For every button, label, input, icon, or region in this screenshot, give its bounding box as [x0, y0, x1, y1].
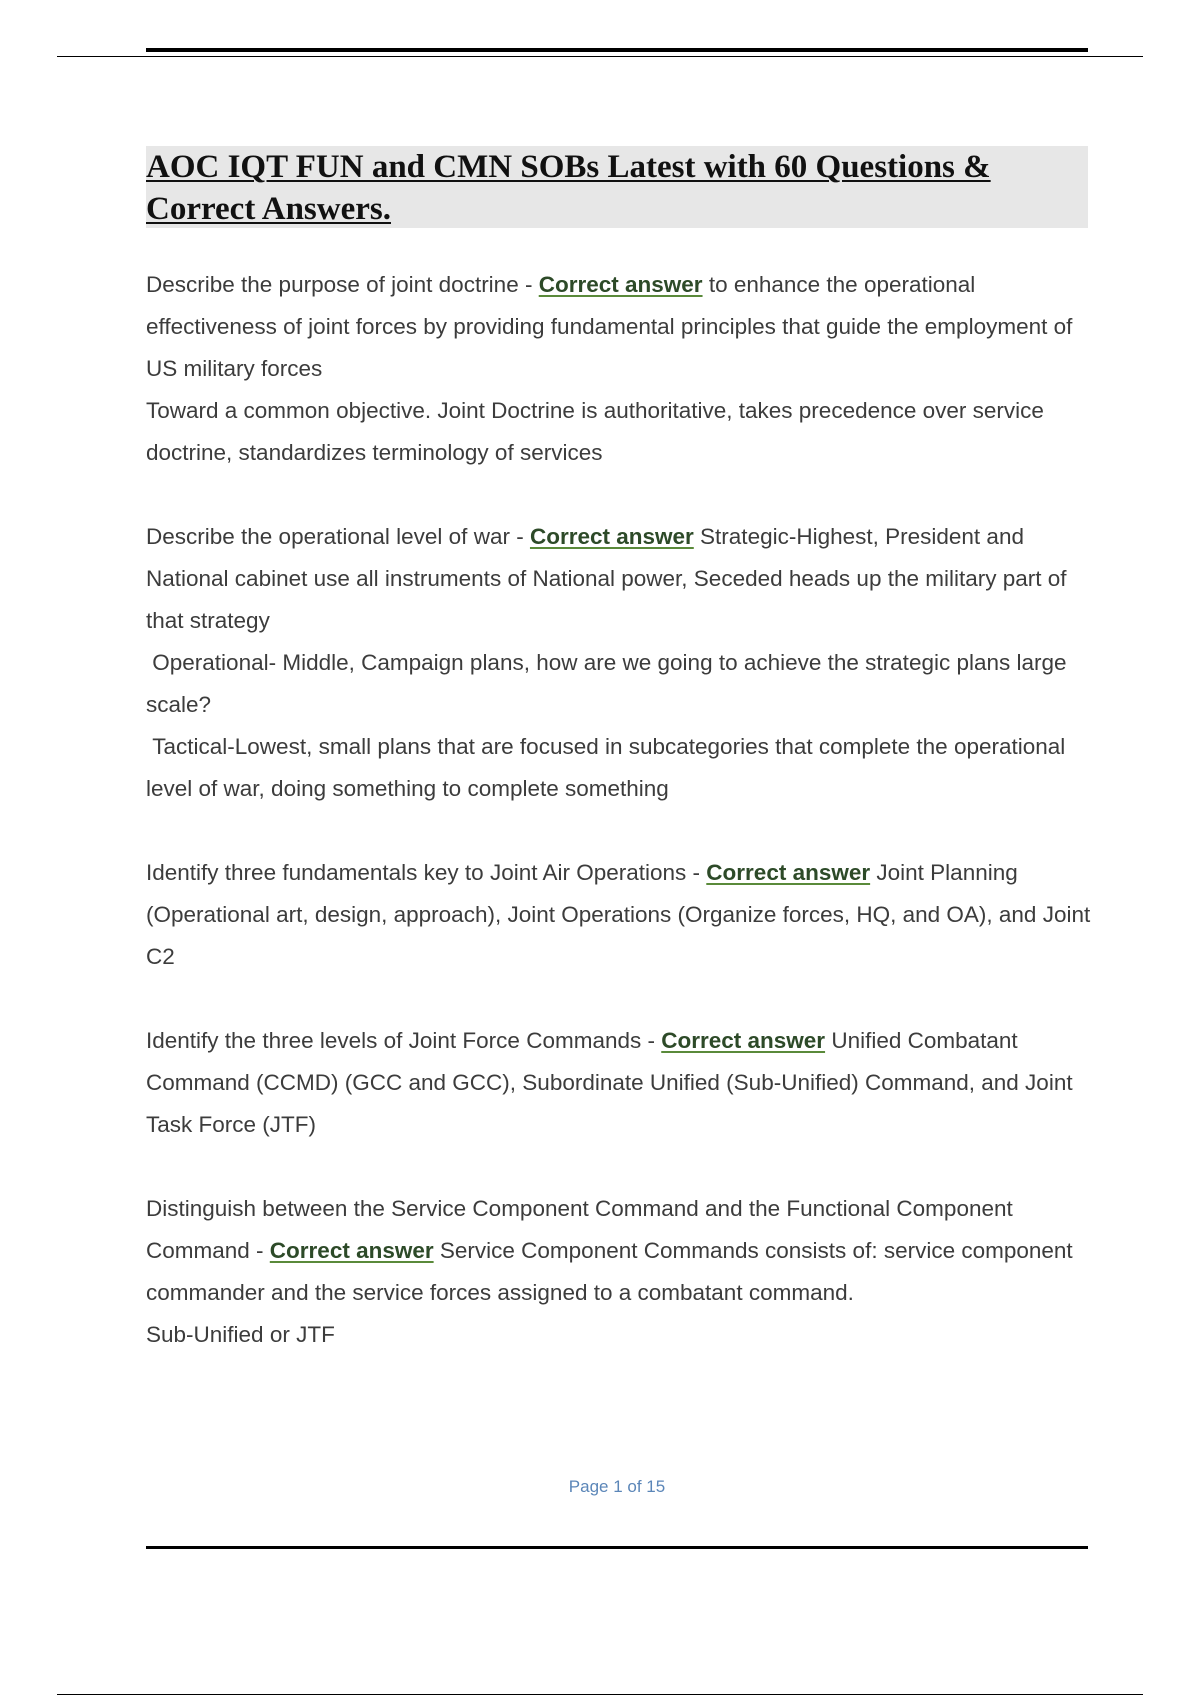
separator: -: [641, 1028, 662, 1053]
question-text: Identify the three levels of Joint Force Commands: [146, 1028, 642, 1053]
answer-text: Joint Planning (Operational art, design, approach), Joint Operations (Organize forces, HQ, and OA), and Joint C2: [146, 860, 1091, 969]
correct-answer-marker: Correct answer: [538, 272, 703, 297]
question-text: Describe the operational level of war: [146, 524, 510, 549]
answer-text: Toward a common objective. Joint Doctrine is authoritative, takes precedence over service doctrine, standardizes terminology of services: [146, 398, 1044, 465]
answer-text: Tactical-Lowest, small plans that are focused in subcategories that complete the operational level of war, doing something to complete something: [146, 734, 1072, 801]
document-body: [146, 264, 1092, 1398]
qa-first-line: [146, 264, 1092, 390]
correct-answer-marker: Correct answer: [706, 860, 871, 885]
top-rule-thick: [146, 48, 1088, 52]
answer-text: Strategic-Highest, President and National cabinet use all instruments of National power, Seceded heads up the military part of that strategy: [146, 524, 1067, 633]
qa-first-line: [146, 1020, 1092, 1146]
qa-first-line: [146, 1188, 1092, 1314]
answer-text: Operational- Middle, Campaign plans, how are we going to achieve the strategic plans large scale?: [146, 650, 1073, 717]
question-text: Identify three fundamentals key to Joint Air Operations: [146, 860, 687, 885]
answer-text: Service Component Commands consists of: service component commander and the service forces assigned to a combatant command.: [146, 1238, 1073, 1305]
document-title: AOC IQT FUN and CMN SOBs Latest with 60 Questions & Correct Answers.: [146, 149, 991, 227]
correct-answer-marker: Correct answer: [661, 1028, 826, 1053]
separator: -: [518, 272, 539, 297]
answer-text: Sub-Unified or JTF: [146, 1322, 335, 1347]
bottom-rule-thin: [57, 1694, 1143, 1695]
answer-text: to enhance the operational effectiveness of joint forces by providing fundamental principles that guide the employment of US military forces: [146, 272, 1073, 381]
separator: -: [686, 860, 707, 885]
qa-first-line: [146, 516, 1092, 642]
qa-item: [146, 852, 1092, 978]
correct-answer-marker: Correct answer: [529, 524, 694, 549]
answer-text: Unified Combatant Command (CCMD) (GCC and GCC), Subordinate Unified (Sub-Unified) Command, and Joint Task Force (JTF): [146, 1028, 1073, 1137]
qa-item: [146, 264, 1092, 474]
separator: -: [509, 524, 530, 549]
top-rule-thin: [57, 56, 1143, 57]
qa-item: [146, 1188, 1092, 1356]
qa-first-line: [146, 852, 1092, 978]
question-text: Describe the purpose of joint doctrine: [146, 272, 519, 297]
page-number: Page 1 of 15: [568, 1477, 666, 1496]
qa-item: [146, 516, 1092, 810]
separator: -: [249, 1238, 270, 1263]
question-text: Distinguish between the Service Component Command and the Functional Component Command: [146, 1196, 1013, 1263]
correct-answer-marker: Correct answer: [269, 1238, 434, 1263]
bottom-rule-thick: [146, 1546, 1088, 1549]
qa-item: [146, 1020, 1092, 1146]
